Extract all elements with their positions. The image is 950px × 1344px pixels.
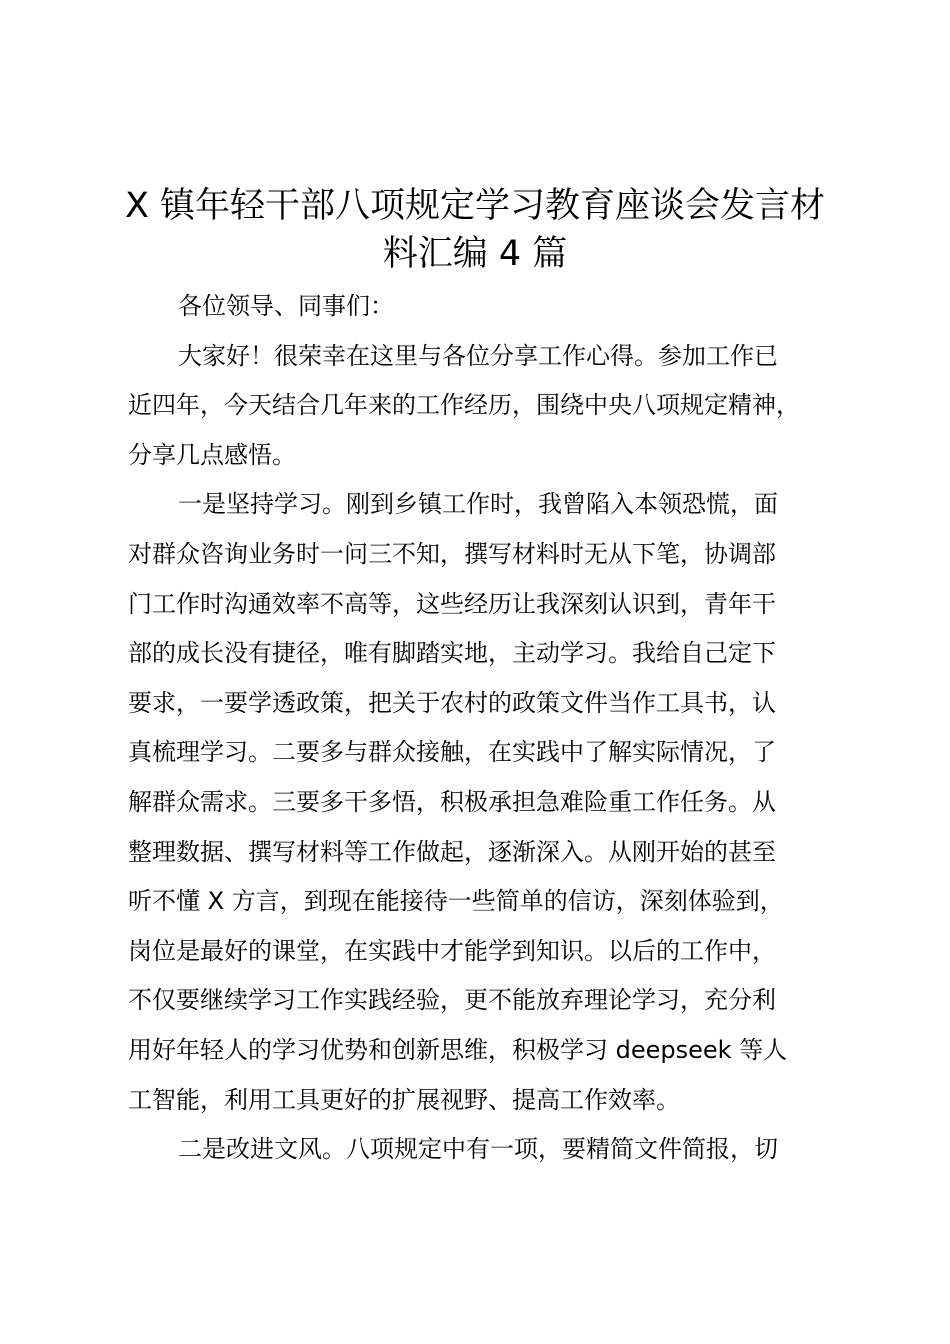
paragraph-line: 工智能，利用工具更好的扩展视野、提高工作效率。 [128, 1085, 680, 1114]
paragraph-line: 听不懂 X 方言，到现在能接待一些简单的信访，深刻体验到， [128, 887, 784, 916]
paragraph-line: 整理数据、撰写材料等工作做起，逐渐深入。从刚开始的甚至 [128, 837, 776, 866]
paragraph-line: 解群众需求。三要多干多悟，积极承担急难险重工作任务。从 [128, 787, 776, 816]
paragraph-line: 要求，一要学透政策，把关于农村的政策文件当作工具书，认 [128, 688, 776, 717]
paragraph-line: 门工作时沟通效率不高等，这些经历让我深刻认识到，青年干 [128, 589, 776, 618]
salutation: 各位领导、同事们： [178, 292, 394, 320]
paragraph-line: 一是坚持学习。刚到乡镇工作时，我曾陷入本领恐慌，面 [178, 490, 778, 519]
paragraph-line: 不仅要继续学习工作实践经验，更不能放弃理论学习，充分利 [128, 986, 776, 1015]
paragraph-line: 真梳理学习。二要多与群众接触，在实践中了解实际情况，了 [128, 738, 776, 767]
document-title-line-1: X 镇年轻干部八项规定学习教育座谈会发言材 [124, 186, 826, 226]
paragraph-line: 分享几点感悟。 [128, 440, 296, 469]
paragraph-line: 用好年轻人的学习优势和创新思维，积极学习 deepseek 等人 [128, 1035, 788, 1064]
document-title-line-2: 料汇编 4 篇 [382, 234, 568, 274]
document-body [128, 282, 840, 1175]
paragraph-line: 岗位是最好的课堂，在实践中才能学到知识。以后的工作中， [128, 936, 776, 965]
paragraph-line: 二是改进文风。八项规定中有一项，要精简文件简报，切 [178, 1135, 778, 1164]
paragraph-line: 部的成长没有捷径，唯有脚踏实地，主动学习。我给自己定下 [128, 639, 776, 668]
paragraph-line: 对群众咨询业务时一问三不知，撰写材料时无从下笔，协调部 [128, 539, 776, 568]
paragraph-line: 大家好！很荣幸在这里与各位分享工作心得。参加工作已 [178, 341, 778, 370]
paragraph-line: 近四年，今天结合几年来的工作经历，围绕中央八项规定精神， [128, 391, 800, 420]
